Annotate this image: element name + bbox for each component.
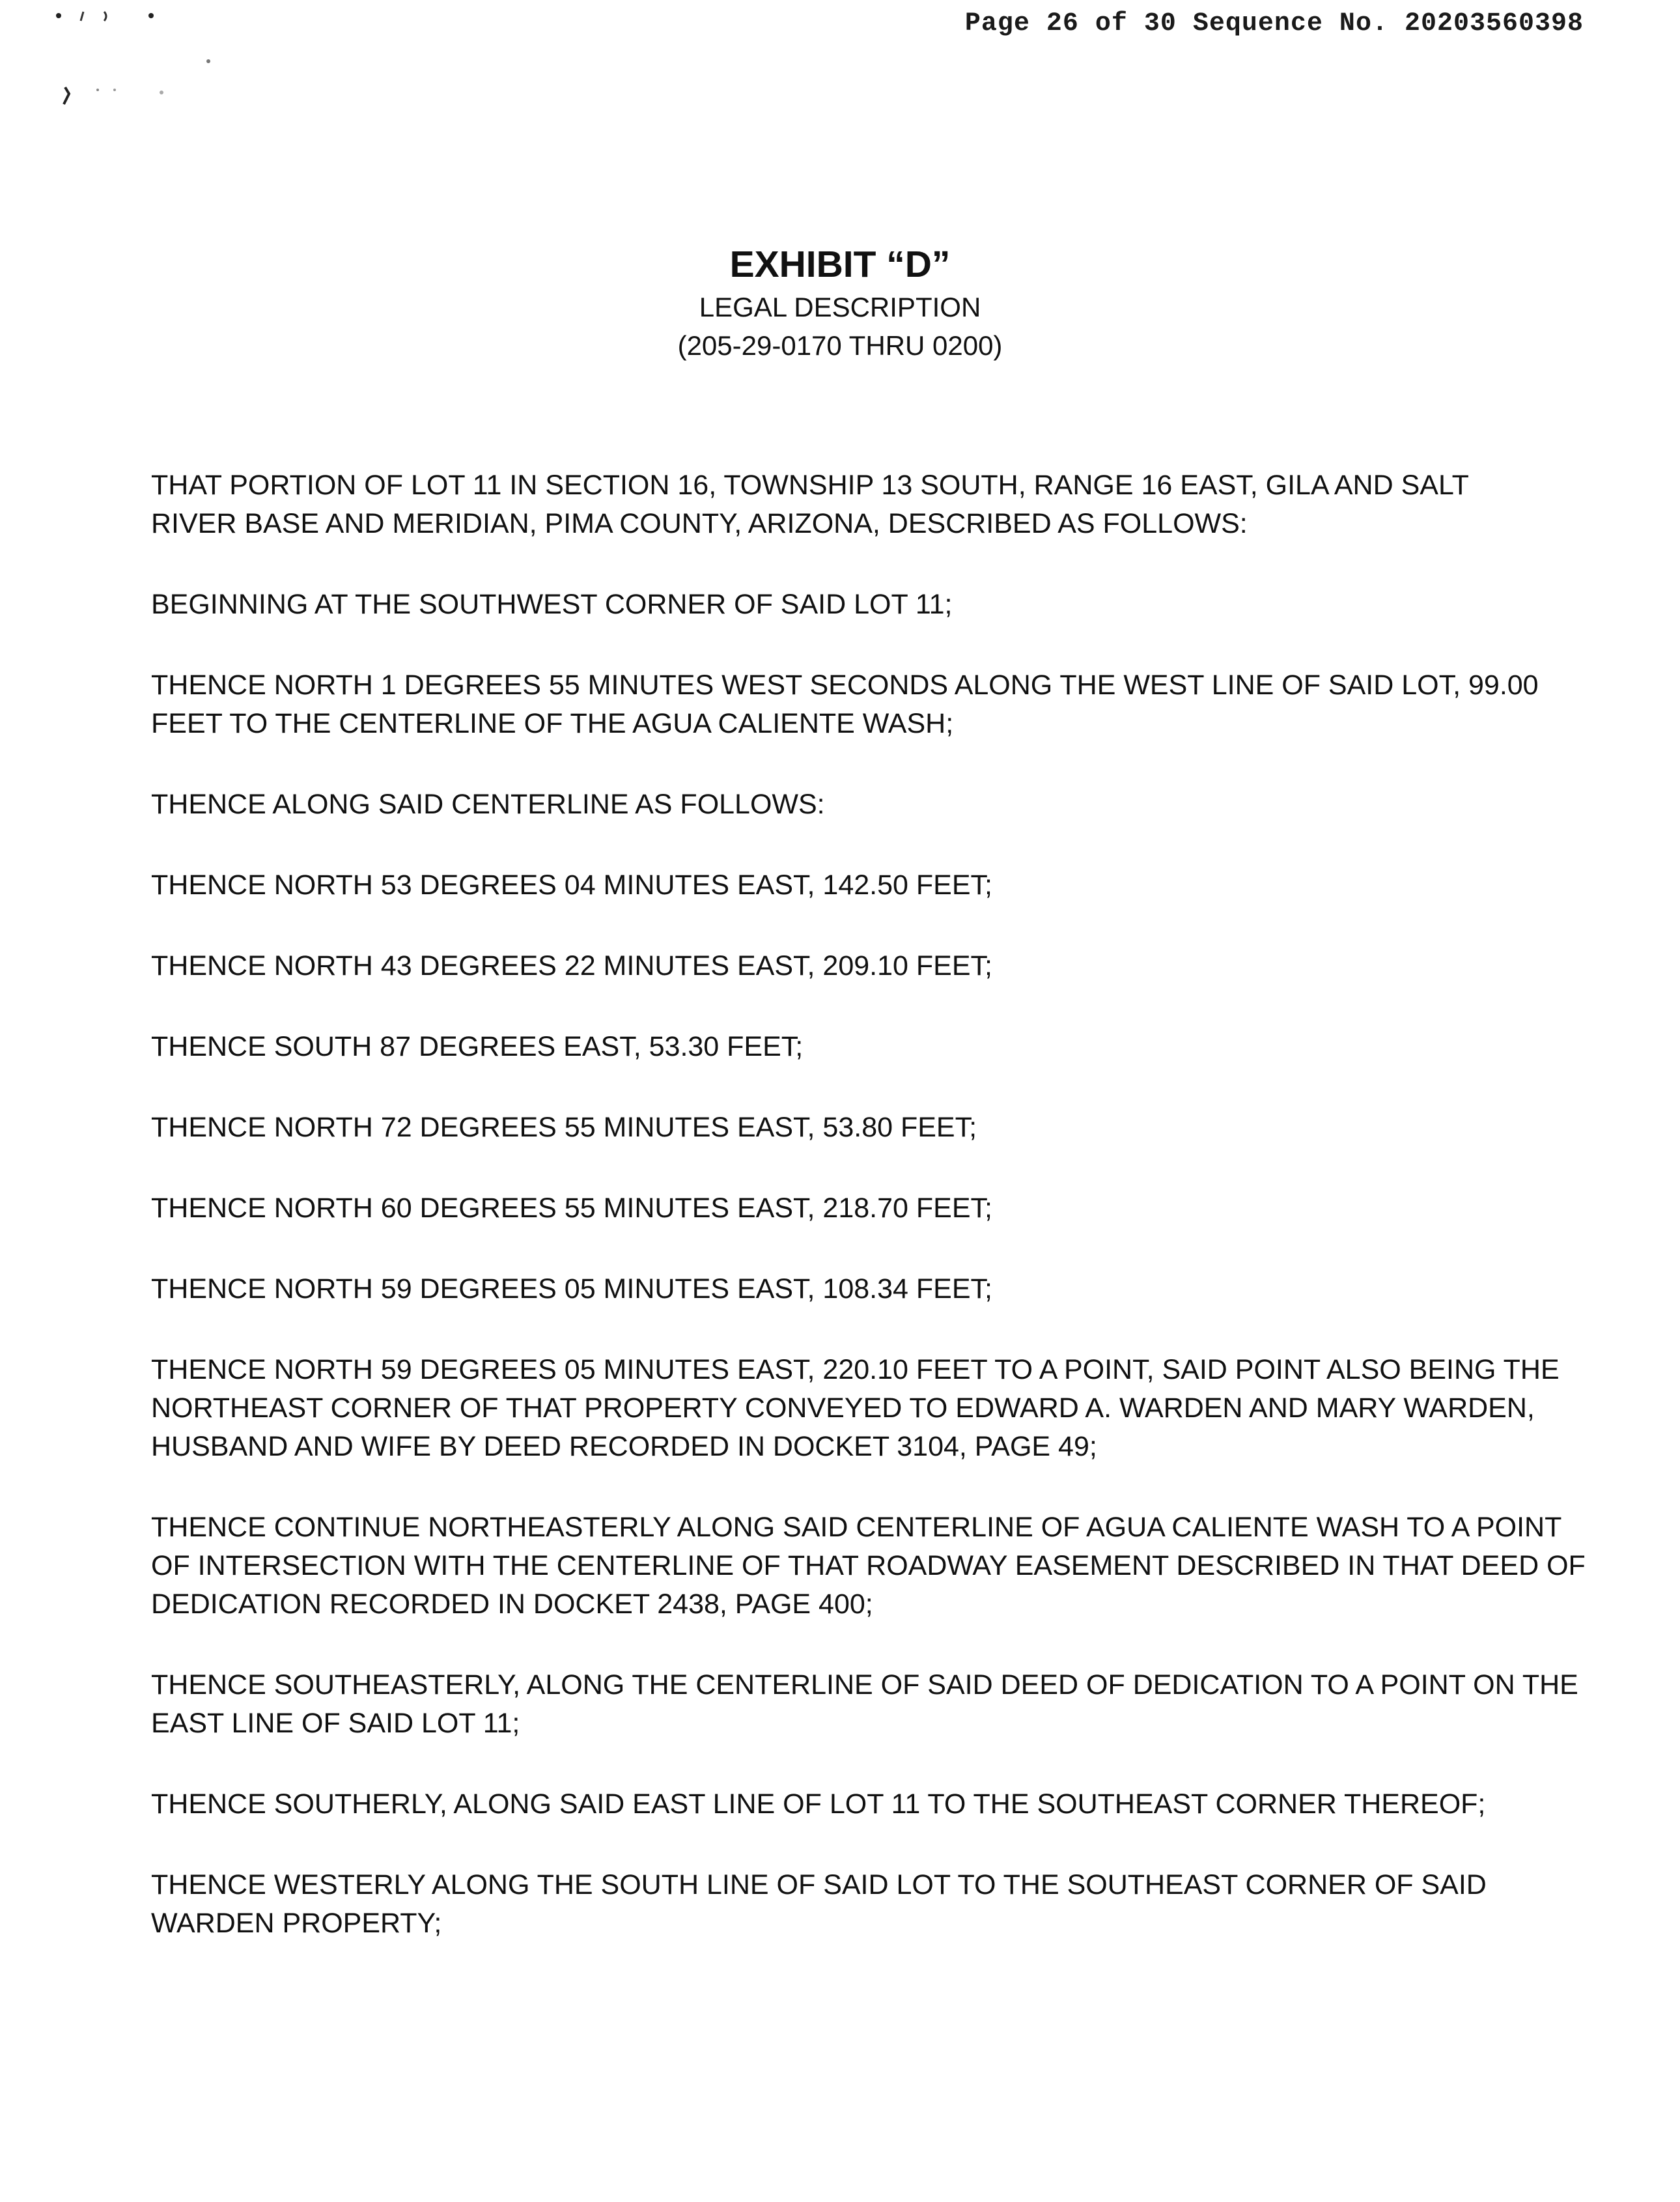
paragraph-line: WARDEN PROPERTY; xyxy=(151,1908,442,1939)
legal-paragraph xyxy=(151,1866,1584,1943)
legal-paragraph xyxy=(151,586,1584,624)
paragraph-line: HUSBAND AND WIFE BY DEED RECORDED IN DOCKET 3104, PAGE 49; xyxy=(151,1431,1097,1462)
paragraph-line: THENCE SOUTHERLY, ALONG SAID EAST LINE OF LOT 11 TO THE SOUTHEAST CORNER THEREOF; xyxy=(151,1788,1486,1820)
paragraph-line: FEET TO THE CENTERLINE OF THE AGUA CALIENTE WASH; xyxy=(151,708,954,739)
legal-paragraph xyxy=(151,666,1584,743)
paragraph-line: OF INTERSECTION WITH THE CENTERLINE OF THAT ROADWAY EASEMENT DESCRIBED IN THAT DEED OF xyxy=(151,1550,1586,1581)
legal-paragraph xyxy=(151,1785,1584,1824)
legal-paragraph xyxy=(151,866,1584,905)
paragraph-line: EAST LINE OF SAID LOT 11; xyxy=(151,1708,520,1739)
paragraph-line: THENCE NORTH 1 DEGREES 55 MINUTES WEST SECONDS ALONG THE WEST LINE OF SAID LOT, 99.00 xyxy=(151,670,1539,701)
paragraph-line: THENCE NORTH 43 DEGREES 22 MINUTES EAST, 209.10 FEET; xyxy=(151,950,992,981)
exhibit-heading xyxy=(0,241,1680,365)
paragraph-line: NORTHEAST CORNER OF THAT PROPERTY CONVEYED TO EDWARD A. WARDEN AND MARY WARDEN, xyxy=(151,1392,1535,1424)
paragraph-line: THAT PORTION OF LOT 11 IN SECTION 16, TOWNSHIP 13 SOUTH, RANGE 16 EAST, GILA AND SALT xyxy=(151,470,1469,501)
legal-paragraph xyxy=(151,1508,1584,1624)
legal-paragraph xyxy=(151,947,1584,985)
paragraph-line: THENCE ALONG SAID CENTERLINE AS FOLLOWS: xyxy=(151,789,825,820)
paragraph-line: THENCE SOUTH 87 DEGREES EAST, 53.30 FEET; xyxy=(151,1031,804,1062)
paragraph-line: BEGINNING AT THE SOUTHWEST CORNER OF SAID LOT 11; xyxy=(151,589,953,620)
exhibit-subtitle: LEGAL DESCRIPTION xyxy=(699,292,981,322)
paragraph-line: THENCE WESTERLY ALONG THE SOUTH LINE OF SAID LOT TO THE SOUTHEAST CORNER OF SAID xyxy=(151,1869,1487,1900)
legal-paragraph xyxy=(151,1028,1584,1066)
parcel-numbers: (205-29-0170 THRU 0200) xyxy=(677,330,1003,361)
legal-paragraph xyxy=(151,1189,1584,1228)
paragraph-line: THENCE NORTH 72 DEGREES 55 MINUTES EAST, 53.80 FEET; xyxy=(151,1112,977,1143)
paragraph-line: THENCE NORTH 59 DEGREES 05 MINUTES EAST, 220.10 FEET TO A POINT, SAID POINT ALSO BEING THE xyxy=(151,1354,1560,1385)
paragraph-line: THENCE NORTH 60 DEGREES 55 MINUTES EAST, 218.70 FEET; xyxy=(151,1193,992,1224)
paragraph-line: THENCE CONTINUE NORTHEASTERLY ALONG SAID CENTERLINE OF AGUA CALIENTE WASH TO A POINT xyxy=(151,1512,1562,1543)
legal-paragraph xyxy=(151,1666,1584,1743)
paragraph-line: THENCE SOUTHEASTERLY, ALONG THE CENTERLINE OF SAID DEED OF DEDICATION TO A POINT ON THE xyxy=(151,1669,1578,1701)
legal-paragraph xyxy=(151,1270,1584,1308)
fax-page-header: Page 26 of 30 Sequence No. 20203560398 xyxy=(964,9,1584,38)
legal-paragraph xyxy=(151,1351,1584,1466)
paragraph-line: DEDICATION RECORDED IN DOCKET 2438, PAGE 400; xyxy=(151,1588,873,1620)
legal-paragraph xyxy=(151,785,1584,824)
legal-paragraph xyxy=(151,466,1584,543)
paragraph-line: THENCE NORTH 53 DEGREES 04 MINUTES EAST, 142.50 FEET; xyxy=(151,869,992,901)
scan-artifact-marks xyxy=(46,9,241,107)
paragraph-line: THENCE NORTH 59 DEGREES 05 MINUTES EAST, 108.34 FEET; xyxy=(151,1273,992,1305)
exhibit-title: EXHIBIT “D” xyxy=(729,244,951,285)
legal-description-body xyxy=(151,466,1584,1985)
legal-paragraph xyxy=(151,1108,1584,1147)
paragraph-line: RIVER BASE AND MERIDIAN, PIMA COUNTY, ARIZONA, DESCRIBED AS FOLLOWS: xyxy=(151,508,1248,539)
